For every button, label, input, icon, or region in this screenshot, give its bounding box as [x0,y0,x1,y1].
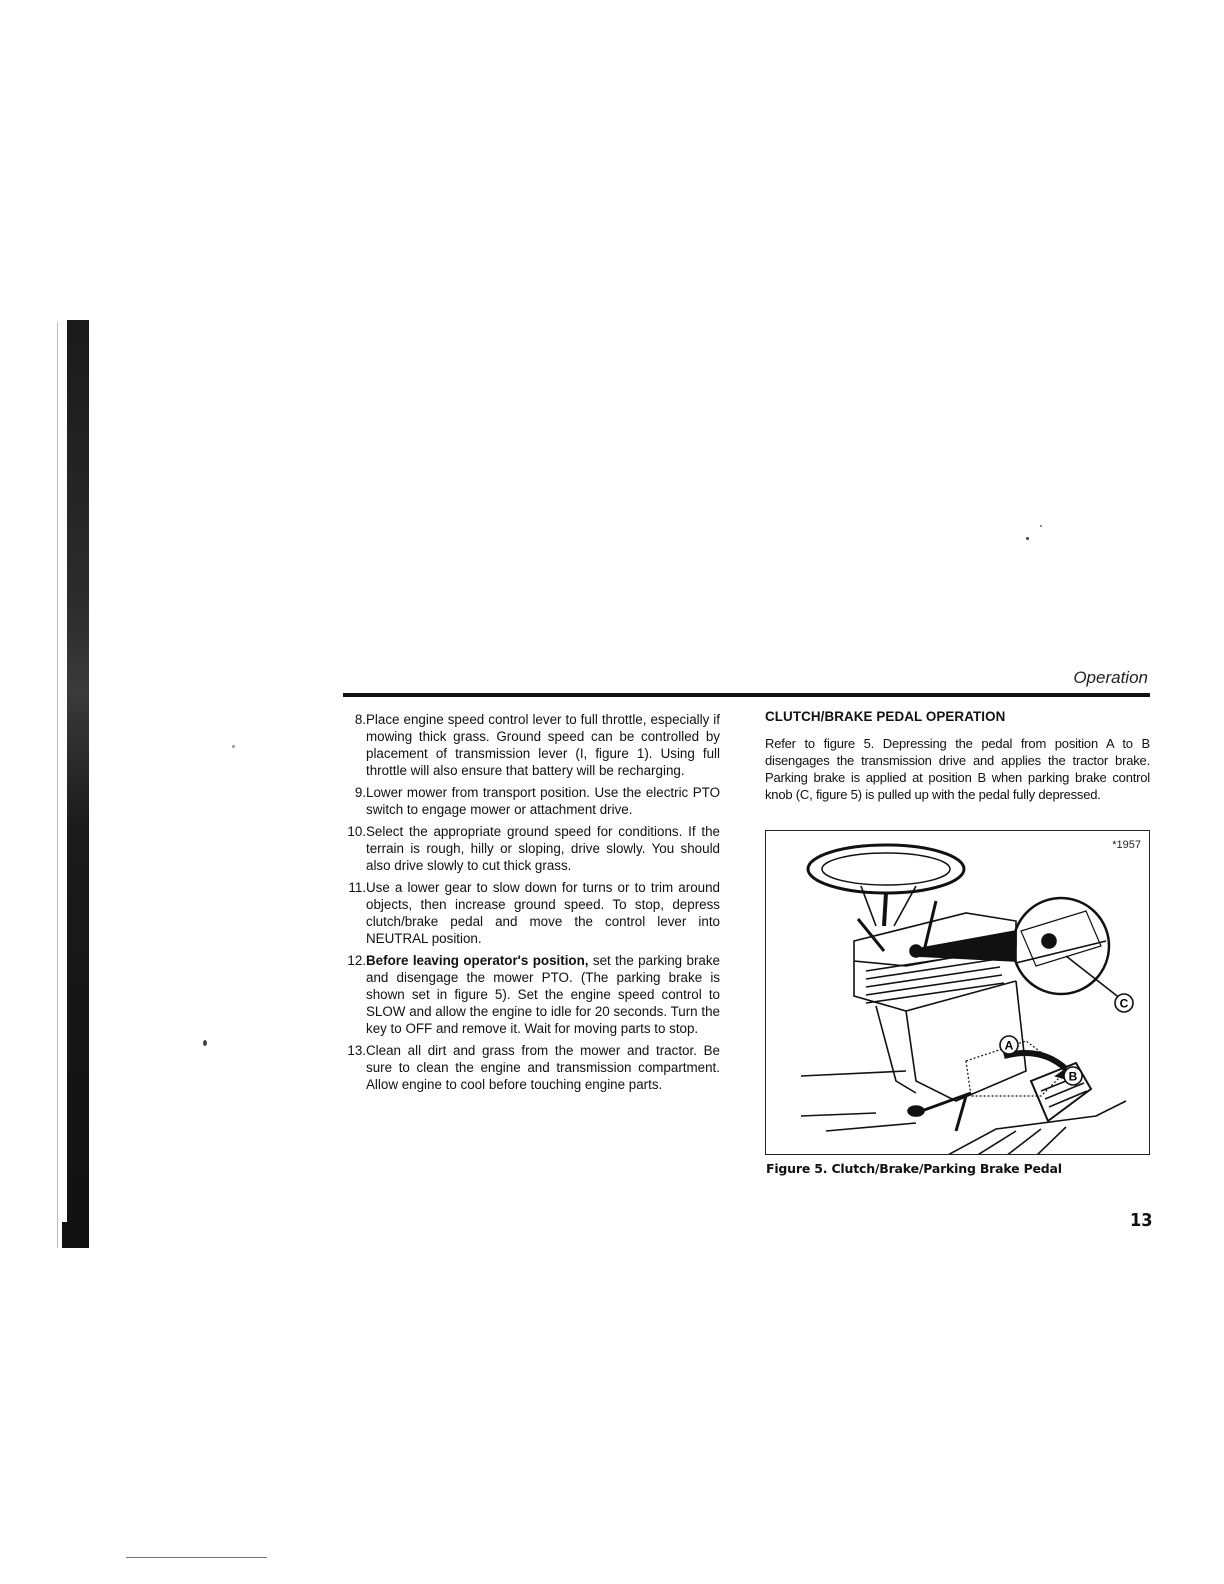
header-rule [343,693,1150,697]
page-number: 13 [1130,1210,1153,1231]
step-number: 8. [354,712,366,727]
step-text [366,784,720,818]
step-body: Lower mower from transport position. Use the electric PTO switch to engage mower or attachment drive. [366,785,720,817]
binding-edge-notch [62,1222,72,1248]
clutch-brake-section [765,709,1150,803]
step-number: 11. [348,880,366,895]
step-number: 10. [347,824,366,839]
list-item [335,1042,720,1093]
list-item [335,823,720,874]
list-item [335,711,720,779]
step-body: Use a lower gear to slow down for turns or to trim around objects, then increase ground speed. To stop, depress clutch/brake pedal and move the control lever into NEUTRAL position. [366,880,720,946]
step-text [366,879,720,947]
binding-edge-line [57,322,58,1248]
scan-speck [1040,525,1042,527]
section-title: CLUTCH/BRAKE PEDAL OPERATION [765,709,1006,724]
binding-edge-bar [67,320,89,1248]
step-text [366,1042,720,1093]
scan-speck [1026,537,1029,540]
list-item [335,784,720,818]
figure-label-b: B [1068,1069,1078,1084]
scan-speck [232,745,235,748]
bottom-link-underline [126,1557,267,1558]
figure-caption: Figure 5. Clutch/Brake/Parking Brake Pedal [766,1161,1062,1176]
operation-steps-list [335,711,720,1098]
list-item [335,952,720,1037]
figure-5-illustration [765,830,1150,1155]
step-body: Clean all dirt and grass from the mower and tractor. Be sure to clean the engine and transmission compartment. Allow engine to cool before touching engine parts. [366,1043,720,1092]
step-text [366,823,720,874]
step-number: 13. [347,1043,366,1058]
tractor-pedal-drawing [766,831,1150,1155]
scan-speck [203,1040,207,1046]
figure-label-c: C [1119,996,1129,1011]
step-body: Place engine speed control lever to full throttle, especially if mowing thick grass. Ground speed can be controlled by placement of transmission lever (I, figure 1). Using full throttle will also ensure that battery will be recharging. [366,712,720,778]
step-number: 9. [354,785,366,800]
step-body: Select the appropriate ground speed for conditions. If the terrain is rough, hilly or sloping, drive slowly. You should also drive slowly to cut thick grass. [366,824,720,873]
step-text [366,711,720,779]
step-lead: Before leaving operator's position, [366,953,589,968]
step-number: 12. [347,953,366,968]
figure-label-a: A [1004,1038,1014,1053]
list-item [335,879,720,947]
section-body: Refer to figure 5. Depressing the pedal from position A to B disengages the transmission drive and applies the tractor brake. Parking brake is applied at position B when parking brake control knob (C, figure 5) is pulled up with the pedal fully depressed. [765,736,1150,802]
step-body: set the parking brake and disengage the mower PTO. (The parking brake is shown set in figure 5). Set the engine speed control to SLOW and allow the engine to idle for 20 seconds. Turn the key to OFF and remove it. Wait for moving parts to stop. [366,953,720,1036]
step-text [366,952,720,1037]
figure-id: *1957 [1112,839,1141,851]
section-header: Operation [1073,668,1148,687]
